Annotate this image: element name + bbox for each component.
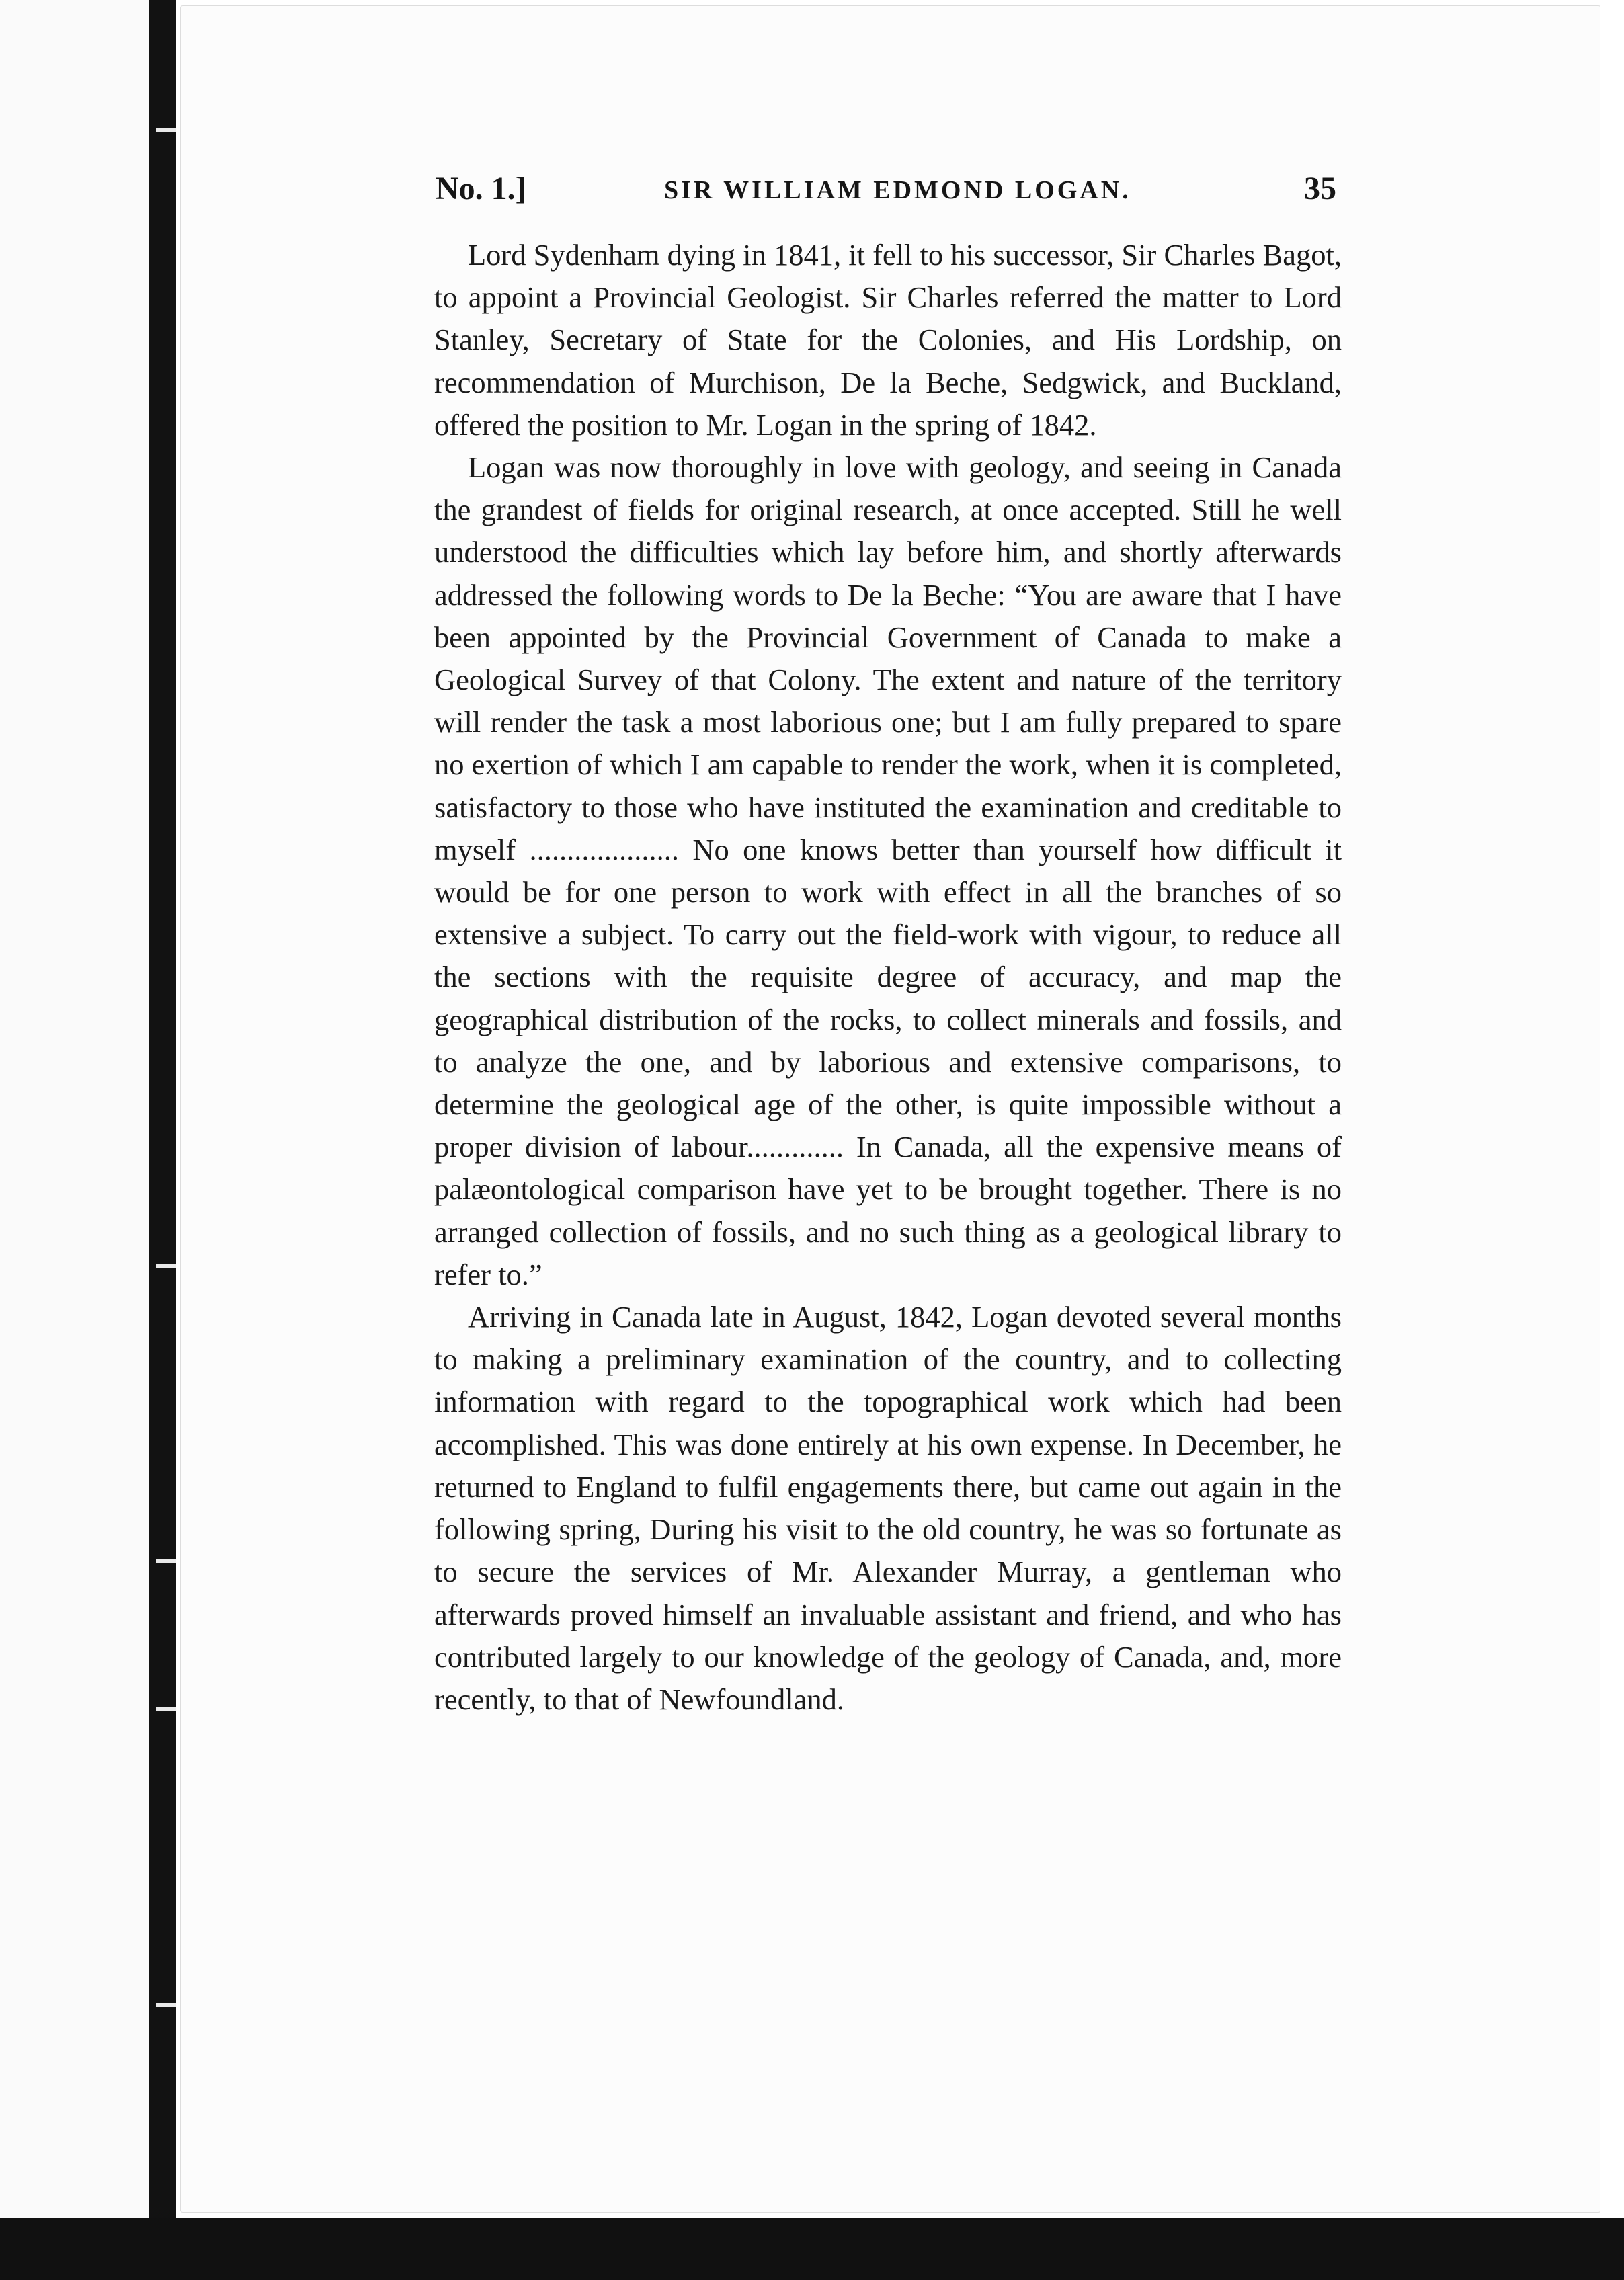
binding-stitch <box>156 2003 176 2007</box>
issue-number: No. 1.] <box>436 171 526 206</box>
page-margin-right <box>1600 0 1624 2280</box>
paragraph: Lord Sydenham dying in 1841, it fell to his successor, Sir Charles Bagot, to appoint a Provincial Geologist. Sir Charles referred the matter to Lord Stanley, Secretary of State for the Colonies, and His Lordship, on recommendation of Murchison, De la Beche, Sedgwick, and Buckland, offered the position to Mr. Logan in the spring of 1842. <box>434 238 1342 442</box>
body-text <box>434 234 1342 1721</box>
running-header <box>436 170 1336 217</box>
binding-stitch <box>156 128 176 132</box>
facing-page-edge <box>0 0 150 2280</box>
page-number: 35 <box>1304 171 1336 206</box>
binding-stitch <box>156 1707 176 1711</box>
book-binding <box>149 0 176 2280</box>
scan-bottom-border <box>0 2218 1624 2280</box>
running-title: SIR WILLIAM EDMOND LOGAN. <box>664 176 1131 204</box>
binding-stitch <box>156 1559 176 1563</box>
binding-stitch <box>156 1264 176 1268</box>
paragraph: Arriving in Canada late in August, 1842, Logan devoted several months to making a preliminary examination of the country, and to collecting information with regard to the topographical work which had been accomplished. This was done entirely at his own expense. In December, he returned to England to fulfil engagements there, but came out again in the following spring, During his visit to the old country, he was so fortunate as to secure the services of Mr. Alexander Murray, a gentleman who afterwards proved himself an invaluable assistant and friend, and who has contributed largely to our knowledge of the geology of Canada, and, more recently, to that of Newfoundland. <box>434 1300 1342 1716</box>
paragraph: Logan was now thoroughly in love with geology, and seeing in Canada the grandest of fields for original research, at once accepted. Still he well understood the difficulties which lay before him, and shortly afterwards addressed the following words to De la Beche: “You are aware that I have been appointed by the Provincial Government of Canada to make a Geological Survey of that Colony. The extent and nature of the territory will render the task a most laborious one; but I am fully prepared to spare no exertion of which I am capable to render the work, when it is completed, satisfactory to those who have instituted the examination and creditable to myself .................... No one knows better than yourself how difficult it would be for one person to work with effect in all the branches of so extensive a subject. To carry out the field-work with vigour, to reduce all the sections with the requisite degree of accuracy, and map the geographical distribution of the rocks, to collect minerals and fossils, and to analyze the one, and by laborious and extensive comparisons, to determine the geological age of the other, is quite impossible without a proper division of labour............. In Canada, all the expensive means of palæontological comparison have yet to be brought together. There is no arranged collection of fossils, and no such thing as a geological library to refer to.” <box>434 450 1342 1291</box>
